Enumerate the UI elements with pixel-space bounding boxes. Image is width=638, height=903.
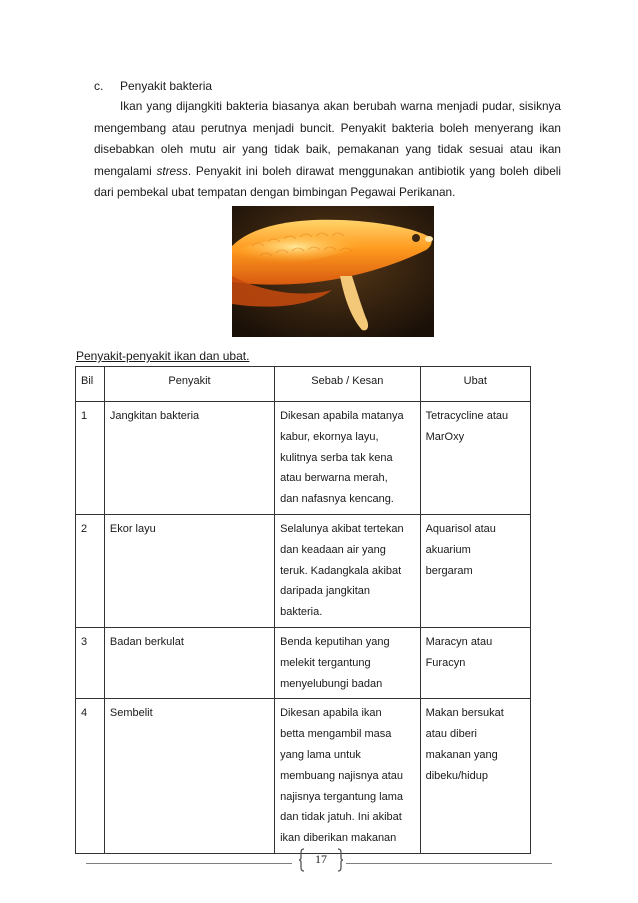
cell-bil: 1 [76, 402, 105, 515]
cell-ubat-line: makanan yang [425, 748, 498, 761]
section-title: Penyakit bakteria [120, 79, 213, 93]
disease-table [75, 366, 531, 854]
paragraph-text-1: Ikan yang dijangkiti bakteria biasanya akan berubah warna menjadi pudar, sisiknya mengembang atau perutnya menjadi buncit. Penyakit bakteria boleh menyerang ikan disebabkan oleh mutu air yang tidak baik, pemakanan yang tidak sesuai atau ikan mengalami [94, 99, 561, 178]
cell-sebab-line: bakteria. [280, 606, 323, 619]
cell-bil: 3 [76, 627, 105, 698]
footer-rule-left [86, 863, 292, 864]
cell-bil: 4 [76, 699, 105, 854]
page-number: 17 [315, 852, 327, 866]
cell-sebab-line: Dikesan apabila ikan [280, 707, 382, 720]
cell-ubat-line: Furacyn [425, 656, 466, 669]
cell-sebab-line: ikan diberikan makanan [280, 832, 397, 845]
cell-sebab-line: kulitnya serba tak kena [280, 451, 393, 464]
cell-ubat-line: Aquarisol atau [425, 522, 496, 535]
cell-sebab-line: betta mengambil masa [280, 728, 392, 741]
cell-sebab [275, 699, 420, 854]
cell-ubat [420, 514, 530, 627]
cell-sebab-line: kabur, ekornya layu, [280, 430, 379, 443]
fish-photo [232, 206, 434, 337]
cell-penyakit: Sembelit [104, 699, 274, 854]
cell-ubat-line: bergaram [425, 564, 473, 577]
section-heading [94, 79, 212, 93]
list-marker: c. [94, 79, 104, 93]
cell-ubat-line: atau diberi [425, 728, 477, 741]
table-row [76, 627, 531, 698]
cell-ubat [420, 402, 530, 515]
cell-sebab-line: dan keadaan air yang [280, 543, 386, 556]
cell-ubat-line: Makan bersukat [425, 707, 504, 720]
cell-ubat-line: akuarium [425, 543, 471, 556]
cell-ubat-line: Tetracycline atau [425, 410, 509, 422]
table-body [76, 402, 531, 854]
cell-penyakit: Badan berkulat [104, 627, 274, 698]
cell-sebab-line: dan tidak jatuh. Ini akibat [280, 811, 402, 824]
table-row [76, 514, 531, 627]
header-penyakit: Penyakit [104, 367, 274, 402]
cell-sebab-line: najisnya tergantung lama [280, 790, 404, 803]
cell-sebab-line: Selalunya akibat tertekan [280, 522, 404, 535]
cell-sebab [275, 514, 420, 627]
cell-sebab-line: Benda keputihan yang [280, 635, 390, 648]
header-bil: Bil [76, 367, 105, 402]
table-header-row [76, 367, 531, 402]
cell-ubat [420, 699, 530, 854]
cell-sebab-line: melekit tergantung [280, 656, 371, 669]
cell-sebab-line: menyelubungi badan [280, 677, 383, 690]
paragraph-text-2: . Penyakit ini boleh dirawat menggunakan antibiotik yang boleh dibeli dari pembekal ubat tempatan dengan bimbingan Pegawai Perikanan. [94, 163, 561, 199]
cell-sebab-line: Dikesan apabila matanya [280, 410, 404, 422]
cell-sebab-line: dan nafasnya kencang. [280, 493, 394, 506]
cell-sebab [275, 627, 420, 698]
cell-sebab-line: yang lama untuk [280, 748, 361, 761]
cell-penyakit: Jangkitan bakteria [104, 402, 274, 515]
cell-bil: 2 [76, 514, 105, 627]
page-footer [0, 846, 638, 876]
cell-sebab-line: membuang najisnya atau [280, 769, 404, 782]
cell-sebab-line: teruk. Kadangkala akibat [280, 564, 402, 577]
cell-ubat [420, 627, 530, 698]
cell-penyakit: Ekor layu [104, 514, 274, 627]
cell-ubat-line: MarOxy [425, 430, 465, 443]
cell-sebab-line: atau berwarna merah, [280, 472, 388, 485]
header-sebab: Sebab / Kesan [275, 367, 420, 402]
cell-sebab-line: daripada jangkitan [280, 585, 371, 598]
table-caption: Penyakit-penyakit ikan dan ubat. [76, 349, 250, 363]
table-row [76, 699, 531, 854]
header-ubat: Ubat [420, 367, 530, 402]
fish-illustration [232, 206, 434, 337]
paragraph-emphasis: stress [156, 163, 188, 178]
cell-ubat-line: Maracyn atau [425, 635, 493, 648]
bracket-right-icon [337, 848, 343, 872]
table-row [76, 402, 531, 515]
body-paragraph [94, 96, 561, 204]
cell-sebab [275, 402, 420, 515]
footer-rule-right [346, 863, 552, 864]
cell-ubat-line: dibeku/hidup [425, 769, 488, 782]
